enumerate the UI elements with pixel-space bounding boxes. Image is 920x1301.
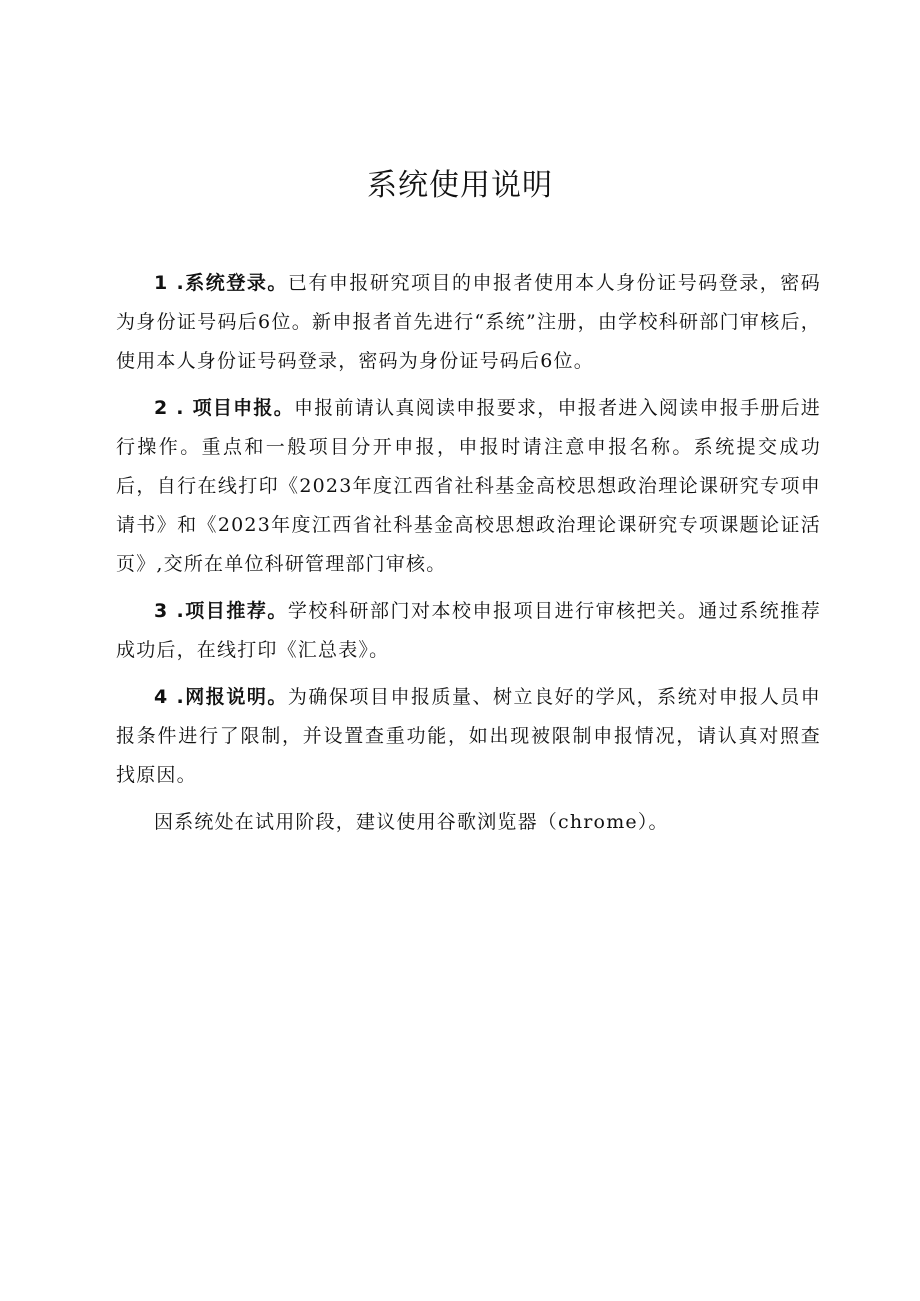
browser-note: 因系统处在试用阶段，建议使用谷歌浏览器（chrome）。: [154, 811, 669, 833]
section-heading: 1 .系统登录。: [154, 272, 288, 294]
section-online-notes: [116, 678, 821, 795]
section-text: 已有申报研究项目的申报者使用本人身份证号码登录，密码为身份证号码后6位。新申报者首先进行“系统”注册，由学校科研部门审核后，使用本人身份证号码登录，密码为身份证号码后6位。: [116, 272, 821, 372]
section-text: 为确保项目申报质量、树立良好的学风，系统对申报人员申报条件进行了限制，并设置查重功能，如出现被限制申报情况，请认真对照查找原因。: [116, 686, 821, 786]
section-heading: 2 . 项目申报。: [154, 397, 294, 419]
document-body: [116, 264, 821, 842]
section-heading: 3 .项目推荐。: [154, 600, 288, 622]
section-heading: 4 .网报说明。: [154, 686, 288, 708]
section-login: [116, 264, 821, 381]
section-application: [116, 389, 821, 584]
page-title: 系统使用说明: [367, 168, 553, 203]
section-text: 申报前请认真阅读申报要求，申报者进入阅读申报手册后进行操作。重点和一般项目分开申报，申报时请注意申报名称。系统提交成功后，自行在线打印《2023年度江西省社科基金高校思想政治理论课研究专项申请书》和《2023年度江西省社科基金高校思想政治理论课研究专项课题论证活页》,交所在单位科研管理部门审核。: [116, 397, 822, 575]
section-recommendation: [116, 592, 821, 670]
section-text: 学校科研部门对本校申报项目进行审核把关。通过系统推荐成功后，在线打印《汇总表》。: [116, 600, 821, 661]
